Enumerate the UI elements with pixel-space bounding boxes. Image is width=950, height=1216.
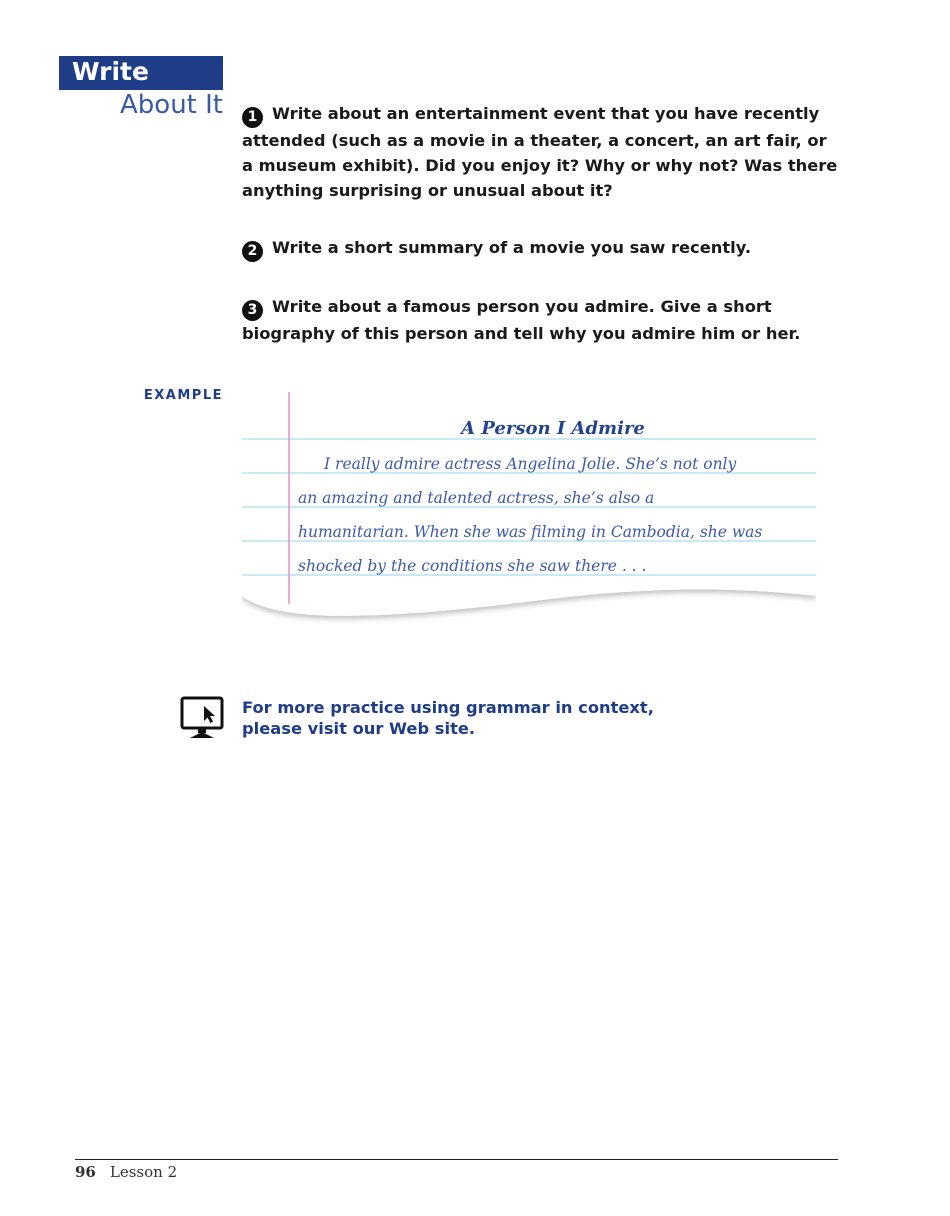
section-heading-box [59, 56, 223, 90]
web-note-line-2: please visit our Web site. [242, 719, 476, 738]
web-note-line-1: For more practice using grammar in context, [242, 698, 654, 717]
example-line-2: an amazing and talented actress, she’s also a [298, 489, 655, 507]
number-badge: 3 [242, 300, 263, 321]
section-heading-subtitle: About It [120, 90, 223, 120]
example-title: A Person I Admire [461, 418, 645, 439]
writing-prompt-2 [242, 235, 842, 262]
example-label: EXAMPLE [143, 388, 223, 403]
writing-prompt-1 [242, 101, 842, 203]
example-line-1: I really admire actress Angelina Jolie. She’s not only [324, 455, 737, 473]
prompt-text: Write about a famous person you admire. Give a short biography of this person and tell why you admire him or her. [242, 297, 801, 343]
computer-cursor-icon [180, 696, 224, 740]
page-number: 96 [75, 1163, 96, 1181]
writing-prompt-3 [242, 294, 842, 346]
number-badge: 2 [242, 241, 263, 262]
section-heading-title: Write [72, 57, 149, 86]
example-notebook-paper [242, 392, 816, 626]
example-line-4: shocked by the conditions she saw there . . . [298, 557, 647, 575]
number-badge: 1 [242, 107, 263, 128]
prompt-text: Write a short summary of a movie you saw recently. [272, 238, 752, 257]
lesson-label: Lesson 2 [109, 1163, 178, 1181]
footer-divider [75, 1159, 838, 1160]
example-line-3: humanitarian. When she was filming in Cambodia, she was [298, 523, 763, 541]
page-footer [75, 1163, 177, 1181]
prompt-text: Write about an entertainment event that you have recently attended (such as a movie in a theater, a concert, an art fair, or a museum exhibit). Did you enjoy it? Why or why not? Was there anything surprising or unusual about it? [242, 104, 838, 200]
web-practice-note[interactable] [242, 697, 654, 739]
